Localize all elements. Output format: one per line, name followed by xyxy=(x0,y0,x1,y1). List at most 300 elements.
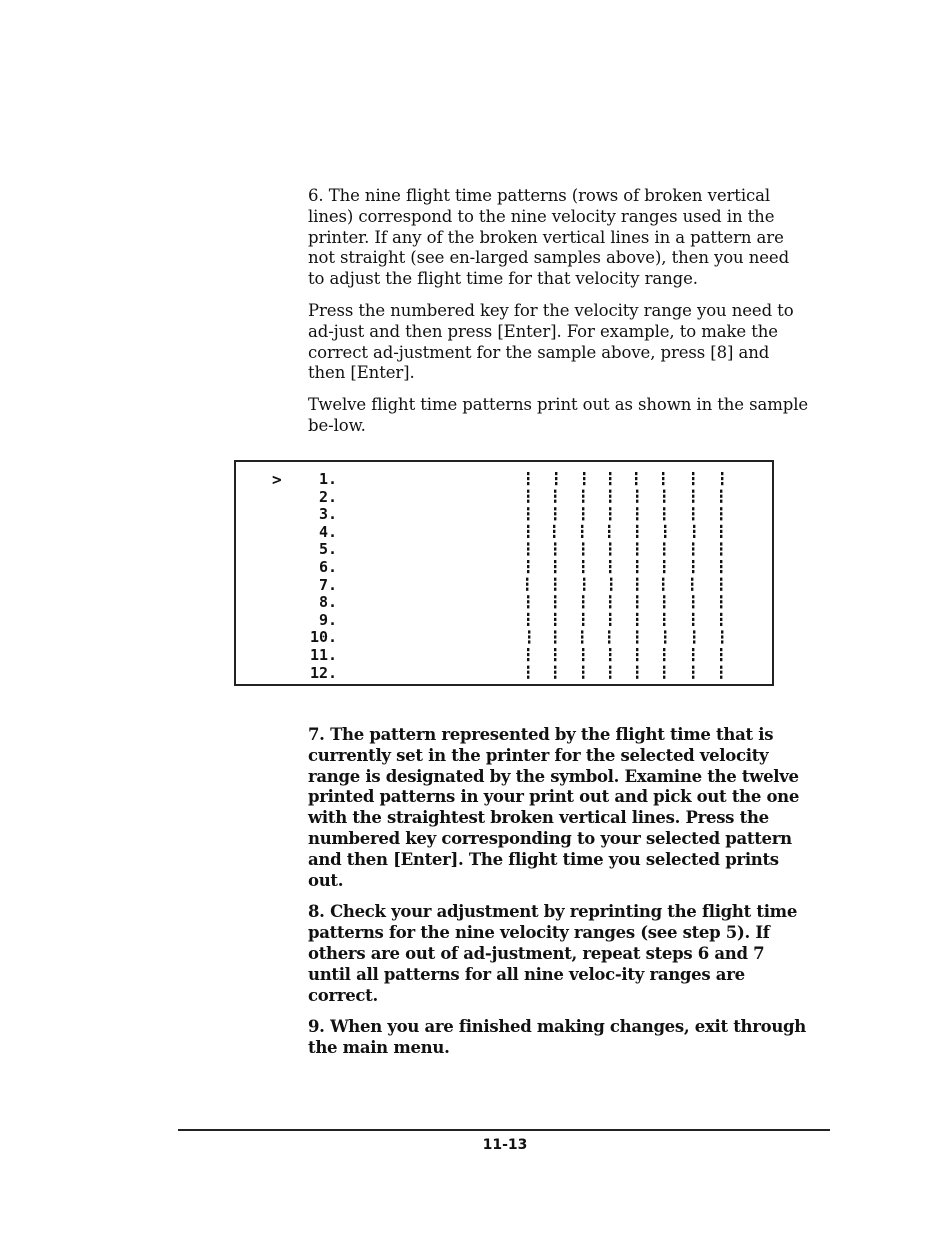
pattern-dash xyxy=(663,618,665,621)
pattern-dash xyxy=(527,605,529,608)
pattern-dash xyxy=(692,500,694,503)
pattern-dash xyxy=(720,648,722,651)
pattern-dash xyxy=(693,635,695,638)
pattern-dash xyxy=(582,570,584,573)
pattern-dash xyxy=(663,613,665,616)
pattern-dash xyxy=(554,500,556,503)
pattern-dash xyxy=(609,477,611,480)
pattern-dash xyxy=(720,583,722,586)
pattern-dash xyxy=(636,495,638,498)
pattern-dash xyxy=(608,630,610,633)
pattern-dash xyxy=(527,570,529,573)
pattern-dash xyxy=(636,623,638,626)
pattern-dash xyxy=(692,600,694,603)
pattern-dash xyxy=(582,565,584,568)
pattern-dash xyxy=(609,605,611,608)
pattern-dash xyxy=(528,630,530,633)
pattern-dash xyxy=(692,552,694,555)
pattern-dash xyxy=(636,547,638,550)
pattern-dash xyxy=(636,525,638,528)
pattern-dash xyxy=(583,578,585,581)
pattern-dash xyxy=(554,653,556,656)
pattern-dash xyxy=(636,605,638,608)
pattern-dash xyxy=(720,507,722,510)
pattern-dash xyxy=(636,512,638,515)
pattern-dash xyxy=(636,640,638,643)
pattern-dash xyxy=(609,613,611,616)
pattern-dash xyxy=(583,472,585,475)
pattern-dash xyxy=(663,653,665,656)
pattern-dash xyxy=(582,648,584,651)
pattern-dash xyxy=(609,623,611,626)
pattern-dash xyxy=(693,640,695,643)
pattern-dash xyxy=(693,630,695,633)
pattern-dash xyxy=(609,472,611,475)
pattern-row-label: 4. xyxy=(319,522,338,541)
pattern-dash xyxy=(635,477,637,480)
pattern-dash xyxy=(582,666,584,669)
pattern-dash xyxy=(720,565,722,568)
pattern-dash xyxy=(720,676,722,679)
pattern-dash xyxy=(554,600,556,603)
pattern-dash xyxy=(554,552,556,555)
pattern-dash xyxy=(583,583,585,586)
pattern-dash xyxy=(582,623,584,626)
pattern-dash xyxy=(554,658,556,661)
pattern-dash xyxy=(721,635,723,638)
pattern-dash xyxy=(636,618,638,621)
pattern-dash xyxy=(554,623,556,626)
pattern-dash xyxy=(554,547,556,550)
pattern-dash xyxy=(554,640,556,643)
pattern-dash xyxy=(663,542,665,545)
pattern-dash xyxy=(527,500,529,503)
pattern-dash xyxy=(663,512,665,515)
pattern-dash xyxy=(692,517,694,520)
pattern-dash xyxy=(720,666,722,669)
pattern-dash xyxy=(554,507,556,510)
pattern-dash xyxy=(527,472,529,475)
pattern-dash xyxy=(582,595,584,598)
pattern-dash xyxy=(692,658,694,661)
pattern-dash xyxy=(581,630,583,633)
pattern-dash xyxy=(609,666,611,669)
pattern-dash xyxy=(663,500,665,503)
pattern-dash xyxy=(527,517,529,520)
pattern-dash xyxy=(692,477,694,480)
pattern-dash xyxy=(582,542,584,545)
pattern-dash xyxy=(662,583,664,586)
step-8-paragraph: 8. Check your adjustment by reprinting the flight time patterns for the nine velocity ranges (see step 5). If others are out of ad-justment, repeat steps 6 and 7 until all patterns for all nine veloc-ity ranges are correct. xyxy=(308,902,798,1005)
pattern-dash xyxy=(582,495,584,498)
pattern-dash xyxy=(554,618,556,621)
pattern-row-label: 1. xyxy=(319,470,338,488)
pattern-dash xyxy=(692,613,694,616)
intro-text xyxy=(308,186,810,437)
step-9-paragraph: 9. When you are finished making changes, exit through the main menu. xyxy=(308,1017,806,1058)
pattern-dash xyxy=(609,600,611,603)
pattern-dash xyxy=(609,618,611,621)
pattern-dash xyxy=(663,507,665,510)
pattern-dash xyxy=(691,583,693,586)
pattern-dash xyxy=(554,495,556,498)
pattern-dash xyxy=(691,578,693,581)
pattern-dash xyxy=(581,535,583,538)
pattern-dash xyxy=(554,583,556,586)
pattern-dash xyxy=(581,525,583,528)
pattern-dash xyxy=(692,495,694,498)
pattern-dash xyxy=(527,600,529,603)
pattern-dash xyxy=(554,578,556,581)
pattern-dash xyxy=(720,600,722,603)
pattern-dash xyxy=(554,666,556,669)
pattern-dash xyxy=(527,666,529,669)
pattern-dash xyxy=(663,658,665,661)
pattern-dash xyxy=(720,560,722,563)
pattern-dash xyxy=(527,490,529,493)
pattern-dash xyxy=(582,507,584,510)
pattern-dash xyxy=(636,500,638,503)
pattern-dash xyxy=(526,583,528,586)
pattern-dash xyxy=(636,517,638,520)
twelve-patterns-paragraph: Twelve flight time patterns print out as shown in the sample be-low. xyxy=(308,395,809,435)
pattern-dash xyxy=(720,623,722,626)
pattern-dash xyxy=(663,552,665,555)
pattern-dash xyxy=(636,560,638,563)
pattern-dash xyxy=(554,588,556,591)
pattern-dash xyxy=(693,530,695,533)
pattern-dash xyxy=(720,512,722,515)
pattern-dash xyxy=(554,605,556,608)
pattern-dash xyxy=(555,477,557,480)
pattern-dash xyxy=(526,588,528,591)
pattern-dash xyxy=(663,517,665,520)
pattern-dash xyxy=(554,671,556,674)
pattern-dash xyxy=(692,490,694,493)
pattern-dash xyxy=(554,648,556,651)
pattern-row-label: 12. xyxy=(310,663,338,682)
pattern-dash xyxy=(720,525,722,528)
pattern-dash xyxy=(663,495,665,498)
pattern-dash xyxy=(721,472,723,475)
pattern-dash xyxy=(636,570,638,573)
pattern-dash xyxy=(635,472,637,475)
pattern-dash xyxy=(527,658,529,661)
pattern-dash xyxy=(636,565,638,568)
pattern-dash xyxy=(608,530,610,533)
pattern-dash xyxy=(636,648,638,651)
pattern-dash xyxy=(555,472,557,475)
pattern-dash xyxy=(527,512,529,515)
pattern-dash xyxy=(720,578,722,581)
pattern-dash xyxy=(609,570,611,573)
pattern-dash xyxy=(720,547,722,550)
pattern-row-label: 6. xyxy=(319,558,338,576)
pattern-dash xyxy=(692,560,694,563)
pattern-dash xyxy=(636,552,638,555)
pattern-dash xyxy=(554,570,556,573)
pattern-dash xyxy=(636,578,638,581)
pattern-dash xyxy=(583,482,585,485)
pattern-row-label: 5. xyxy=(319,540,338,559)
pattern-dash xyxy=(692,512,694,515)
pattern-dash xyxy=(609,517,611,520)
pattern-dash xyxy=(663,547,665,550)
pattern-dash xyxy=(554,512,556,515)
pattern-dash xyxy=(693,525,695,528)
pattern-dash xyxy=(662,477,664,480)
pattern-dash xyxy=(692,666,694,669)
pattern-dash xyxy=(527,547,529,550)
pattern-dash xyxy=(636,542,638,545)
pattern-row-label: 10. xyxy=(310,628,338,647)
pattern-row-label: 11. xyxy=(310,646,338,664)
pattern-dash xyxy=(554,560,556,563)
pattern-dash xyxy=(720,542,722,545)
pattern-dash xyxy=(608,525,610,528)
pattern-dash xyxy=(721,477,723,480)
step-6-paragraph: 6. The nine flight time patterns (rows of broken vertical lines) correspond to the nine velocity ranges used in the printer. If any of the broken vertical lines in a pattern are not straight (see en-larged samples above), then you need to adjust the flight time for that velocity range. xyxy=(308,186,790,289)
pattern-dash xyxy=(636,666,638,669)
pattern-dash xyxy=(554,595,556,598)
pattern-dash xyxy=(583,588,585,591)
pattern-dash xyxy=(528,635,530,638)
pattern-dash xyxy=(527,623,529,626)
pattern-dash xyxy=(528,640,530,643)
pattern-dash xyxy=(720,500,722,503)
pattern-dash xyxy=(720,570,722,573)
pattern-dash xyxy=(664,640,666,643)
pattern-dash xyxy=(609,500,611,503)
pattern-dash xyxy=(692,570,694,573)
pattern-dash xyxy=(720,605,722,608)
pattern-dash xyxy=(610,578,612,581)
pattern-dash xyxy=(720,613,722,616)
pattern-dash xyxy=(636,613,638,616)
pattern-dash xyxy=(609,490,611,493)
pattern-dash xyxy=(609,542,611,545)
pattern-dash xyxy=(527,525,529,528)
pattern-dash xyxy=(691,588,693,591)
pattern-dash xyxy=(720,530,722,533)
pattern-dash xyxy=(692,507,694,510)
pattern-dash xyxy=(692,565,694,568)
pattern-dash xyxy=(527,482,529,485)
pattern-dash xyxy=(692,547,694,550)
pattern-dash xyxy=(527,653,529,656)
pattern-dash xyxy=(527,542,529,545)
pattern-dash xyxy=(609,482,611,485)
pattern-dash xyxy=(664,635,666,638)
pattern-dash xyxy=(636,630,638,633)
pattern-dash xyxy=(582,605,584,608)
pattern-dash xyxy=(582,671,584,674)
pattern-dash xyxy=(664,525,666,528)
pattern-dash xyxy=(553,535,555,538)
pattern-dash xyxy=(662,588,664,591)
pattern-dash xyxy=(554,542,556,545)
pattern-dash xyxy=(692,482,694,485)
pattern-dash xyxy=(636,658,638,661)
pattern-dash xyxy=(609,495,611,498)
pattern-dash xyxy=(721,482,723,485)
pattern-dash xyxy=(636,490,638,493)
pattern-dash xyxy=(527,535,529,538)
pattern-dash xyxy=(663,490,665,493)
pattern-dash xyxy=(553,525,555,528)
pattern-dash xyxy=(721,640,723,643)
pattern-dash xyxy=(636,588,638,591)
pattern-dash xyxy=(721,630,723,633)
pattern-dash xyxy=(582,490,584,493)
pattern-dash xyxy=(692,595,694,598)
pattern-dash xyxy=(582,512,584,515)
pattern-dash xyxy=(583,477,585,480)
selection-cursor: > xyxy=(272,470,282,489)
pattern-dash xyxy=(554,635,556,638)
steps-text xyxy=(308,725,810,1059)
pattern-dash xyxy=(582,676,584,679)
pattern-dash xyxy=(582,547,584,550)
pattern-dash xyxy=(554,676,556,679)
pattern-dash xyxy=(662,472,664,475)
pattern-dash xyxy=(554,565,556,568)
pattern-dash xyxy=(581,640,583,643)
pattern-dash xyxy=(693,535,695,538)
pattern-dash xyxy=(608,640,610,643)
pattern-dash xyxy=(662,482,664,485)
pattern-dash xyxy=(663,560,665,563)
pattern-dash xyxy=(692,472,694,475)
pattern-dash xyxy=(636,507,638,510)
pattern-dash xyxy=(527,618,529,621)
pattern-dash xyxy=(527,530,529,533)
pattern-dash xyxy=(692,605,694,608)
pattern-dash xyxy=(636,600,638,603)
pattern-dash xyxy=(636,583,638,586)
pattern-dash xyxy=(720,618,722,621)
pattern-dash xyxy=(582,618,584,621)
pattern-dash xyxy=(527,552,529,555)
pattern-dash xyxy=(692,648,694,651)
pattern-row-label: 8. xyxy=(319,593,338,612)
pattern-dash xyxy=(608,535,610,538)
pattern-dash xyxy=(663,595,665,598)
step-7-paragraph: 7. The pattern represented by the flight time that is currently set in the printer for the selected velocity range is designated by the symbol. Examine the twelve printed patterns in your print out and pick out the one with the straightest broken vertical lines. Press the numbered key corresponding to your selected pattern and then [Enter]. The flight time you selected prints out. xyxy=(308,725,800,890)
pattern-dash xyxy=(664,630,666,633)
pattern-dash xyxy=(581,530,583,533)
pattern-dash xyxy=(692,542,694,545)
pattern-dash xyxy=(554,517,556,520)
pattern-dash xyxy=(582,517,584,520)
pattern-dash xyxy=(663,671,665,674)
pattern-dash xyxy=(636,530,638,533)
pattern-dash xyxy=(610,583,612,586)
pattern-dash xyxy=(581,635,583,638)
pattern-dash xyxy=(692,653,694,656)
pattern-dash xyxy=(720,495,722,498)
pattern-dash xyxy=(527,507,529,510)
pattern-dash xyxy=(720,490,722,493)
footer-rule xyxy=(178,1129,830,1131)
pattern-dash xyxy=(609,547,611,550)
pattern-dash xyxy=(527,671,529,674)
pattern-dash xyxy=(527,495,529,498)
pattern-dash xyxy=(527,477,529,480)
pattern-dash xyxy=(553,530,555,533)
pattern-dash xyxy=(663,676,665,679)
pattern-dash xyxy=(609,658,611,661)
pattern-dash xyxy=(527,565,529,568)
pattern-dash xyxy=(609,565,611,568)
pattern-dash xyxy=(527,648,529,651)
pattern-dash xyxy=(636,676,638,679)
pattern-row-label: 2. xyxy=(319,487,338,506)
pattern-dash xyxy=(664,530,666,533)
pattern-dash xyxy=(663,600,665,603)
pattern-dash xyxy=(582,560,584,563)
pattern-dash xyxy=(635,482,637,485)
pattern-dash xyxy=(720,595,722,598)
pattern-dash xyxy=(527,595,529,598)
pattern-dash xyxy=(582,653,584,656)
pattern-dash xyxy=(692,676,694,679)
pattern-dash xyxy=(636,653,638,656)
pattern-dash xyxy=(636,595,638,598)
press-key-paragraph: Press the numbered key for the velocity range you need to ad-just and then press [Enter]. For example, to make the correct ad-justment for the sample above, press [8] and then [Enter]. xyxy=(308,300,794,383)
pattern-dash xyxy=(720,658,722,661)
pattern-dash xyxy=(663,623,665,626)
pattern-dash xyxy=(582,613,584,616)
pattern-dash xyxy=(555,482,557,485)
pattern-dash xyxy=(582,500,584,503)
pattern-dash xyxy=(527,676,529,679)
pattern-dash xyxy=(662,578,664,581)
pattern-dash xyxy=(582,600,584,603)
flight-time-pattern-sample xyxy=(234,460,774,686)
pattern-dash xyxy=(554,490,556,493)
pattern-dash xyxy=(609,512,611,515)
pattern-dash xyxy=(692,671,694,674)
pattern-dash xyxy=(609,560,611,563)
pattern-dash xyxy=(527,613,529,616)
pattern-dash xyxy=(609,595,611,598)
pattern-row-label: 7. xyxy=(319,575,338,594)
pattern-dash xyxy=(610,588,612,591)
pattern-dash xyxy=(609,507,611,510)
pattern-dash xyxy=(582,658,584,661)
pattern-dash xyxy=(609,552,611,555)
pattern-dash xyxy=(609,676,611,679)
pattern-dash xyxy=(692,623,694,626)
pattern-dash xyxy=(720,517,722,520)
pattern-dash xyxy=(609,653,611,656)
pattern-dash xyxy=(663,570,665,573)
pattern-dash xyxy=(720,671,722,674)
pattern-row-label: 3. xyxy=(319,505,338,524)
pattern-dash xyxy=(554,630,556,633)
pattern-dash xyxy=(526,578,528,581)
pattern-row-label: 9. xyxy=(319,610,338,629)
pattern-dash xyxy=(663,565,665,568)
pattern-dash xyxy=(527,560,529,563)
pattern-dash xyxy=(720,653,722,656)
pattern-dash xyxy=(720,552,722,555)
pattern-dash xyxy=(608,635,610,638)
page-number: 11-13 xyxy=(482,1137,528,1153)
pattern-dash xyxy=(720,588,722,591)
pattern-dash xyxy=(720,535,722,538)
